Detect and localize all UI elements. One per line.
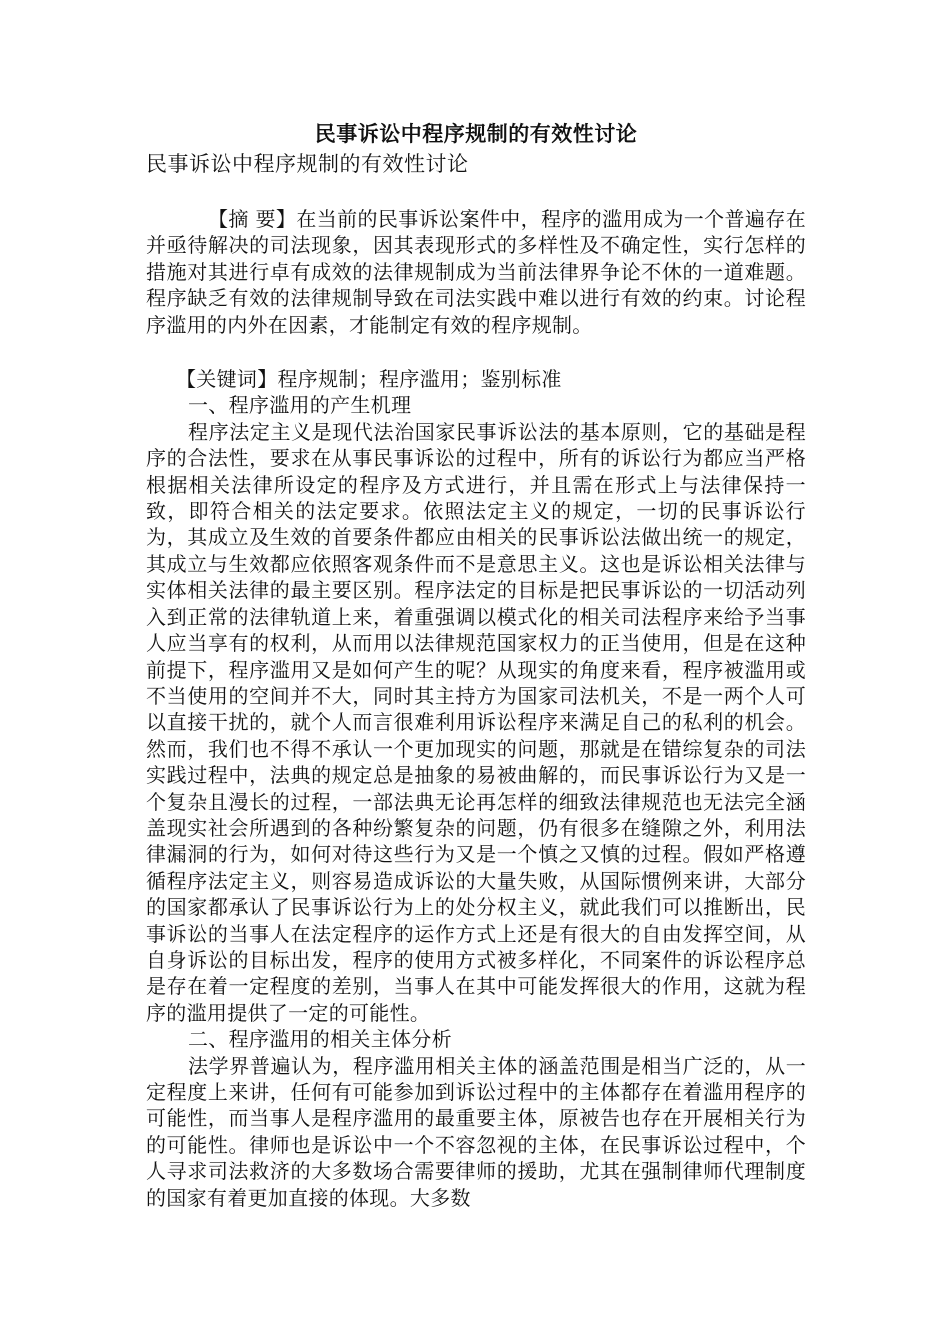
- document-body: [146, 118, 806, 1211]
- section-heading-2: 二、程序滥用的相关主体分析: [188, 1027, 452, 1052]
- document-title: 民事诉讼中程序规制的有效性讨论: [314, 121, 638, 146]
- keywords-line: 【关键词】程序规制；程序滥用；鉴别标准: [176, 367, 562, 392]
- document-subtitle: 民事诉讼中程序规制的有效性讨论: [146, 152, 469, 176]
- section-1-paragraph: 程序法定主义是现代法治国家民事诉讼法的基本原则，它的基础是程序的合法性，要求在从事民事诉讼的过程中，所有的诉讼行为都应当严格根据相关法律所设定的程序及方式进行，并且需在形式上与法律保持一致，即符合相关的法定要求。依照法定主义的规定，一切的民事诉讼行为，其成立及生效的首要条件都应由相关的民事诉讼法做出统一的规定，其成立与生效都应依照客观条件而不是意思主义。这也是诉讼相关法律与实体相关法律的最主要区别。程序法定的目标是把民事诉讼的一切活动列入到正常的法律轨道上来，着重强调以模式化的相关司法程序来给予当事人应当享有的权利，从而用以法律规范国家权力的正当使用，但是在这种前提下，程序滥用又是如何产生的呢？从现实的角度来看，程序被滥用或不当使用的空间并不大，同时其主持方为国家司法机关，不是一两个人可以直接干扰的，就个人而言很难利用诉讼程序来满足自己的私利的机会。然而，我们也不得不承认一个更加现实的问题，那就是在错综复杂的司法实践过程中，法典的规定总是抽象的易被曲解的，而民事诉讼行为又是一个复杂且漫长的过程，一部法典无论再怎样的细致法律规范也无法完全涵盖现实社会所遇到的各种纷繁复杂的问题，仍有很多在缝隙之外，利用法律漏洞的行为，如何对待这些行为又是一个慎之又慎的过程。假如严格遵循程序法定主义，则容易造成诉讼的大量失败，从国际惯例来讲，大部分的国家都承认了民事诉讼行为上的处分权主义，就此我们可以推断出，民事诉讼的当事人在法定程序的运作方式上还是有很大的自由发挥空间，从自身诉讼的目标出发，程序的使用方式被多样化，不同案件的诉讼程序总是存在着一定程度的差别，当事人在其中可能发挥很大的作用，这就为程序的滥用提供了一定的可能性。: [146, 419, 806, 1025]
- blank-line: [146, 338, 806, 366]
- section-2-paragraph: 法学界普遍认为，程序滥用相关主体的涵盖范围是相当广泛的，从一定程度上来讲，任何有可能参加到诉讼过程中的主体都存在着滥用程序的可能性，而当事人是程序滥用的最重要主体，原被告也存在开展相关行为的可能性。律师也是诉讼中一个不容忽视的主体，在民事诉讼过程中，个人寻求司法救济的大多数场合需要律师的援助，尤其在强制律师代理制度的国家有着更加直接的体现。大多数: [146, 1053, 806, 1210]
- abstract-paragraph: 【摘 要】在当前的民事诉讼案件中，程序的滥用成为一个普遍存在并亟待解决的司法现象，因其表现形式的多样性及不确定性，实行怎样的措施对其进行卓有成效的法律规制成为当前法律界争论不休的一道难题。程序缺乏有效的法律规制导致在司法实践中难以进行有效的约束。讨论程序滥用的内外在因素，才能制定有效的程序规制。: [146, 207, 806, 337]
- section-heading-1: 一、程序滥用的产生机理: [188, 393, 412, 418]
- blank-line: [146, 178, 806, 206]
